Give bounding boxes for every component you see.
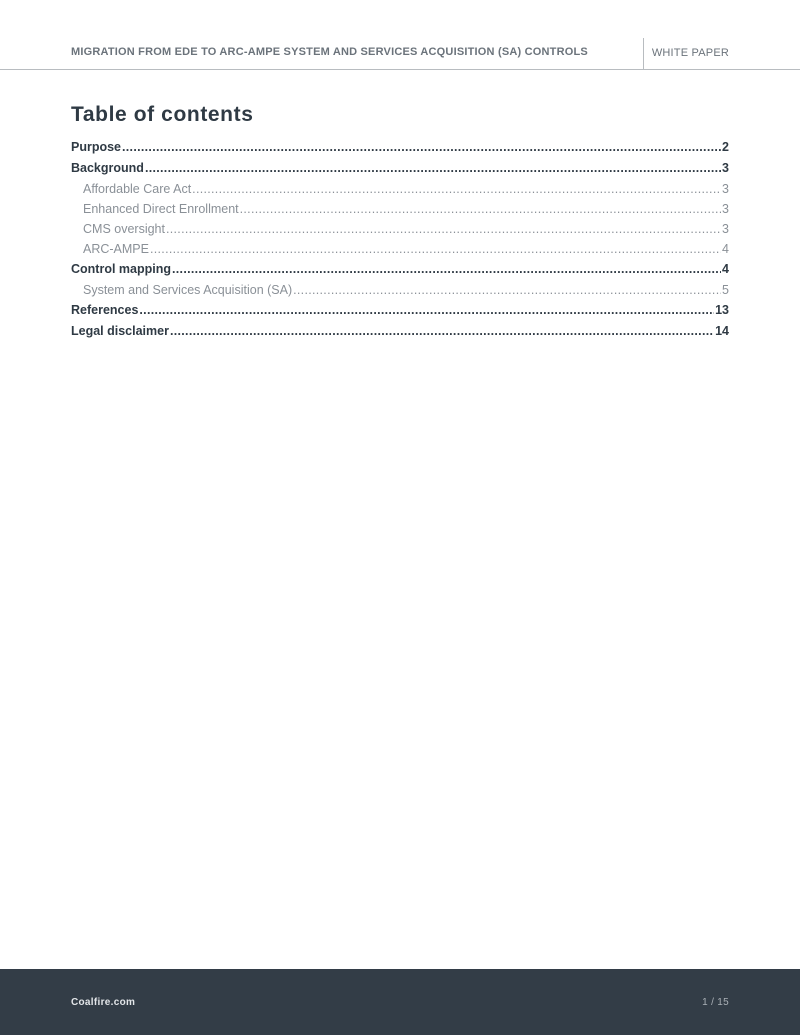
toc-entry-title: References (71, 303, 139, 317)
dot-leader (172, 262, 721, 276)
toc-entry-page: 4 (722, 262, 729, 276)
toc-entry-page: 3 (722, 182, 729, 196)
toc-entry-system-and-services-acquisition[interactable] (71, 283, 729, 303)
toc-entry-enhanced-direct-enrollment[interactable] (71, 202, 729, 222)
dot-leader (150, 242, 721, 256)
dot-leader (166, 222, 721, 236)
toc-entry-page: 14 (715, 324, 729, 338)
dot-leader (170, 324, 714, 338)
dot-leader (122, 140, 721, 154)
toc-entry-title: Background (71, 161, 144, 175)
toc-entry-page: 3 (722, 202, 729, 216)
dot-leader (192, 182, 721, 196)
dot-leader (145, 161, 721, 175)
toc-entry-title: Legal disclaimer (71, 324, 169, 338)
toc-entry-background[interactable] (71, 161, 729, 182)
footer-website-link[interactable]: Coalfire.com (71, 997, 136, 1008)
page-number-indicator: 1 / 15 (702, 997, 729, 1008)
toc-entry-arc-ampe[interactable] (71, 242, 729, 262)
toc-entry-title: Enhanced Direct Enrollment (83, 202, 239, 216)
toc-entry-purpose[interactable] (71, 140, 729, 161)
toc-entry-title: Affordable Care Act (83, 182, 192, 196)
toc-entry-page: 13 (715, 303, 729, 317)
page-footer (0, 969, 800, 1035)
toc-entry-control-mapping[interactable] (71, 262, 729, 283)
document-title: MIGRATION FROM EDE TO ARC-AMPE SYSTEM AND SERVICES ACQUISITION (SA) CONTROLS (71, 46, 588, 58)
toc-entry-page: 4 (722, 242, 729, 256)
dot-leader (139, 303, 714, 317)
header-divider (643, 38, 644, 70)
toc-entry-page: 3 (722, 222, 729, 236)
toc-entry-page: 2 (722, 140, 729, 154)
toc-entry-title: System and Services Acquisition (SA) (83, 283, 293, 297)
toc-entry-page: 5 (722, 283, 729, 297)
toc-entry-references[interactable] (71, 303, 729, 324)
toc-entry-title: CMS oversight (83, 222, 165, 236)
toc-entry-affordable-care-act[interactable] (71, 182, 729, 202)
toc-heading: Table of contents (71, 103, 254, 126)
toc-entry-title: ARC-AMPE (83, 242, 149, 256)
table-of-contents (71, 140, 729, 345)
toc-entry-page: 3 (722, 161, 729, 175)
dot-leader (240, 202, 721, 216)
toc-entry-legal-disclaimer[interactable] (71, 324, 729, 345)
toc-entry-cms-oversight[interactable] (71, 222, 729, 242)
page-header (0, 0, 800, 70)
dot-leader (293, 283, 721, 297)
document-type-label: WHITE PAPER (651, 47, 729, 59)
toc-entry-title: Purpose (71, 140, 122, 154)
toc-entry-title: Control mapping (71, 262, 171, 276)
